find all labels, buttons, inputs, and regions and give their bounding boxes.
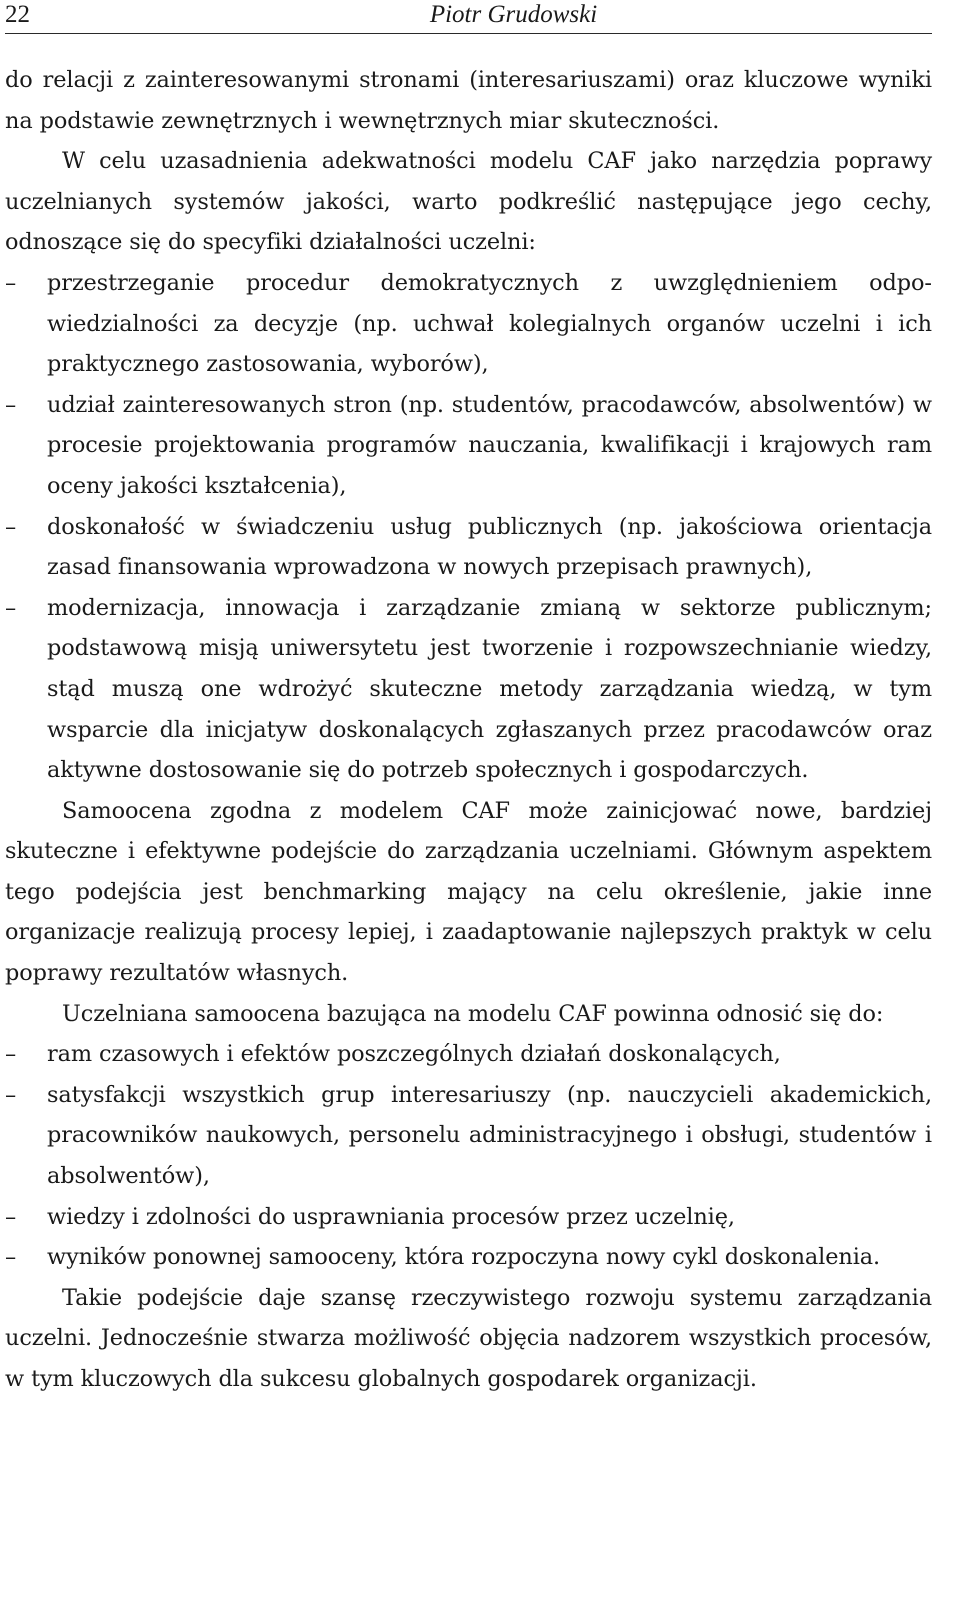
list-item-text: wiedzy i zdolności do usprawniania procesów przez uczelnię, bbox=[47, 1203, 735, 1230]
list-item bbox=[5, 385, 932, 507]
paragraph-3: Samoocena zgodna z modelem CAF może zainicjować nowe, bardziej skuteczne i efektywne podejście do zarządzania uczelniami. Głównym aspektem tego podejścia jest benchmarking mający na celu określenie, jakie inne organizacje realizują procesy lepiej, i zaadaptowanie najlepszych praktyk w celu poprawy rezultatów własnych. bbox=[5, 797, 932, 987]
list-item bbox=[5, 263, 932, 385]
paragraph-5: Takie podejście daje szansę rzeczywistego rozwoju systemu zarządzania uczelni. Jednocześnie stwarza możliwość objęcia nadzorem wszystkich procesów, w tym kluczowych dla sukcesu globalnych gospodarek organizacji. bbox=[5, 1284, 932, 1392]
list-item-text: modernizacja, innowacja i zarządzanie zmianą w sektorze publicznym; podstawową misją uniwersytetu jest tworzenie i rozpowszechnianie wiedzy, stąd muszą one wdrożyć skuteczne metody zarządzania wiedzą, w tym wsparcie dla inicjatyw doskonalących zgłaszanych przez pracodawców oraz aktywne dostosowanie się do potrzeb społecznych i gospodarczych. bbox=[47, 594, 932, 784]
paragraph-1: do relacji z zainteresowanymi stronami (interesariuszami) oraz kluczowe wyniki na podstawie zewnętrznych i wewnętrznych miar skuteczności. bbox=[5, 67, 932, 134]
list-item bbox=[5, 507, 932, 588]
list-item bbox=[5, 1075, 932, 1197]
list-item-text: udział zainteresowanych stron (np. studentów, pracodawców, absolwentów) w procesie projektowania programów nauczania, kwalifikacji i krajowych ram oceny jakości kształcenia), bbox=[47, 391, 932, 499]
dash-marker: – bbox=[5, 513, 17, 540]
dash-marker: – bbox=[5, 1041, 17, 1068]
list-item bbox=[5, 1197, 932, 1238]
body-text bbox=[5, 60, 932, 1400]
running-header bbox=[5, 0, 932, 34]
list-item bbox=[5, 588, 932, 791]
feature-list bbox=[5, 263, 932, 791]
list-item bbox=[5, 1034, 932, 1075]
dash-marker: – bbox=[5, 594, 17, 621]
list-item bbox=[5, 1237, 932, 1278]
paragraph-4: Uczelniana samoocena bazująca na modelu CAF powinna odnosić się do: bbox=[62, 1000, 884, 1027]
running-author: Piotr Grudowski bbox=[429, 1, 598, 28]
self-assessment-list bbox=[5, 1034, 932, 1278]
dash-marker: – bbox=[5, 269, 17, 296]
list-item-text: wyników ponownej samooceny, która rozpoczyna nowy cykl doskonalenia. bbox=[47, 1244, 881, 1271]
dash-marker: – bbox=[5, 391, 17, 418]
dash-marker: – bbox=[5, 1244, 17, 1271]
list-item-text: przestrzeganie procedur demokratycznych z uwzględnieniem odpowiedzialności za decyzje (np. uchwał kolegialnych organów uczelni i ich praktycznego zastosowania, wyborów), bbox=[47, 269, 932, 378]
list-item-text: ram czasowych i efektów poszczególnych działań doskonalących, bbox=[47, 1041, 781, 1068]
paragraph-2: W celu uzasadnienia adekwatności modelu CAF jako narzędzia poprawy uczelnianych systemów jakości, warto podkreślić następujące jego cechy, odnoszące się do specyfiki działalności uczelni: bbox=[5, 148, 932, 256]
page-number: 22 bbox=[5, 1, 30, 28]
dash-marker: – bbox=[5, 1203, 17, 1230]
list-item-text: doskonałość w świadczeniu usług publicznych (np. jakościowa orientacja zasad finansowania wprowadzona w nowych przepisach prawnych), bbox=[47, 513, 932, 581]
dash-marker: – bbox=[5, 1081, 17, 1108]
list-item-text: satysfakcji wszystkich grup interesariuszy (np. nauczycieli akademickich, pracowników naukowych, personelu administracyjnego i obsługi, studentów i absolwentów), bbox=[47, 1081, 932, 1190]
